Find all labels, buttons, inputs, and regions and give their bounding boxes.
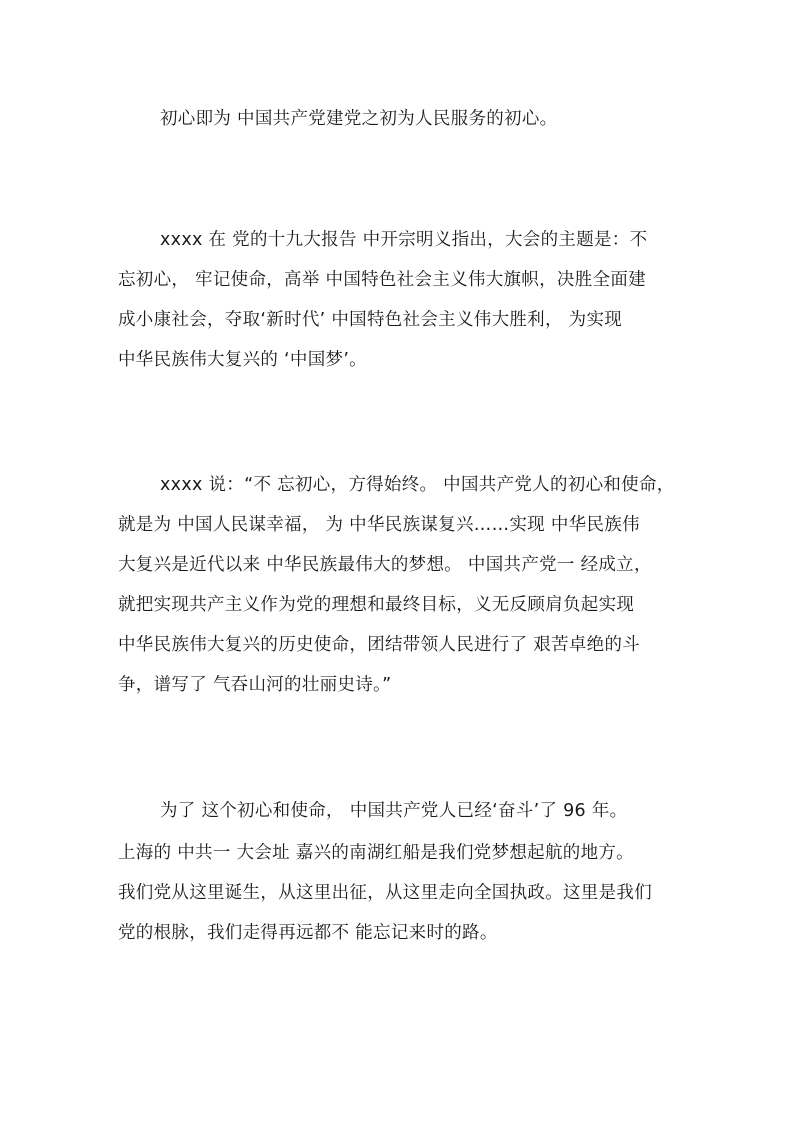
paragraph-4-line-2: 上海的 中共一 大会址 嘉兴的南湖红船是我们党梦想起航的地方。 <box>118 843 634 863</box>
paragraph-2-line-2: 忘初心， 牢记使命，高举 中国特色社会主义伟大旗帜，决胜全面建 <box>118 270 646 290</box>
paragraph-3-line-5: 中华民族伟大复兴的历史使命，团结带领人民进行了 艰苦卓绝的斗 <box>118 635 641 655</box>
paragraph-3-line-4: 就把实现共产主义作为党的理想和最终目标，义无反顾肩负起实现 <box>118 595 635 615</box>
paragraph-1-line-1: 初心即为 中国共产党建党之初为人民服务的初心。 <box>160 109 558 129</box>
paragraph-2-line-3: 成小康社会，夺取‘新时代’ 中国特色社会主义伟大胜利， 为实现 <box>118 310 623 330</box>
paragraph-4-line-4: 党的根脉，我们走得再远都不 能忘记来时的路。 <box>118 923 498 943</box>
paragraph-3-line-3: 大复兴是近代以来 中华民族最伟大的梦想。 中国共产党一 经成立， <box>118 555 652 575</box>
paragraph-4-line-1: 为了 这个初心和使命， 中国共产党人已经‘奋斗’了 96 年。 <box>160 801 628 821</box>
paragraph-4-line-3: 我们党从这里诞生，从这里出征，从这里走向全国执政。这里是我们 <box>118 883 652 903</box>
paragraph-3-line-6: 争，谱写了 气吞山河的壮丽史诗。” <box>118 675 392 695</box>
paragraph-3-line-1: xxxx 说：“不 忘初心，方得始终。 中国共产党人的初心和使命， <box>160 475 675 495</box>
paragraph-3-line-2: 就是为 中国人民谋幸福， 为 中华民族谋复兴……实现 中华民族伟 <box>118 515 640 535</box>
paragraph-2-line-1: xxxx 在 党的十九大报告 中开宗明义指出，大会的主题是：不 <box>160 230 648 250</box>
paragraph-2-line-4: 中华民族伟大复兴的 ‘中国梦’。 <box>118 350 367 370</box>
